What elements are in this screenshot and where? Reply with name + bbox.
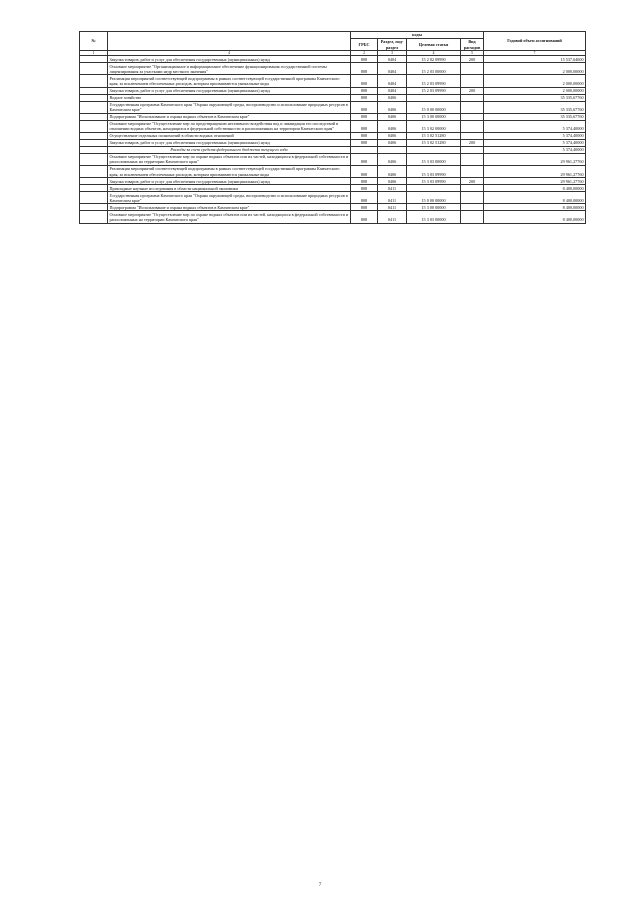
table-row bbox=[80, 153, 586, 165]
row-number bbox=[80, 146, 108, 153]
row-section: 0411 bbox=[378, 192, 407, 204]
row-grbs: 808 bbox=[351, 132, 378, 139]
row-target bbox=[407, 146, 461, 153]
row-expense-type bbox=[461, 94, 484, 101]
row-target: 15 2 03 00000 bbox=[407, 63, 461, 75]
row-amount: 2 000,00000 bbox=[484, 75, 586, 87]
row-name: Закупка товаров, работ и услуг для обеспечения государственных (муниципальных) нужд bbox=[108, 178, 351, 185]
row-expense-type bbox=[461, 166, 484, 178]
table-row bbox=[80, 185, 586, 192]
col-number: 3 bbox=[378, 51, 407, 56]
row-section: 0406 bbox=[378, 153, 407, 165]
row-expense-type: 200 bbox=[461, 139, 484, 146]
row-number bbox=[80, 63, 108, 75]
row-section: 0406 bbox=[378, 166, 407, 178]
row-number bbox=[80, 56, 108, 63]
row-grbs: 808 bbox=[351, 192, 378, 204]
table-row bbox=[80, 211, 586, 223]
row-target: 15 3 03 00000 bbox=[407, 153, 461, 165]
table-row bbox=[80, 192, 586, 204]
table-row bbox=[80, 94, 586, 101]
header-number: № bbox=[80, 32, 108, 51]
row-number bbox=[80, 178, 108, 185]
table-row bbox=[80, 101, 586, 113]
row-grbs: 808 bbox=[351, 139, 378, 146]
page-number: 7 bbox=[318, 883, 322, 888]
row-name: Закупка товаров, работ и услуг для обеспечения государственных (муниципальных) нужд bbox=[108, 56, 351, 63]
table-row bbox=[80, 120, 586, 132]
row-amount: 5 374,40000 bbox=[484, 146, 586, 153]
row-amount: 35 335,67760 bbox=[484, 113, 586, 120]
row-expense-type bbox=[461, 185, 484, 192]
table-row bbox=[80, 166, 586, 178]
row-target: 15 2 03 09990 bbox=[407, 75, 461, 87]
row-number bbox=[80, 94, 108, 101]
row-number bbox=[80, 204, 108, 211]
row-grbs: 808 bbox=[351, 178, 378, 185]
row-grbs: 808 bbox=[351, 101, 378, 113]
row-grbs: 808 bbox=[351, 75, 378, 87]
row-section: 0404 bbox=[378, 63, 407, 75]
col-number: 2 bbox=[351, 51, 378, 56]
row-grbs: 808 bbox=[351, 63, 378, 75]
row-name: Государственная программа Камчатского края "Охрана окружающей среды, воспроизводство и использование природных ресурсов в Камчатском крае" bbox=[108, 101, 351, 113]
table-row bbox=[80, 132, 586, 139]
row-number bbox=[80, 192, 108, 204]
header-expense-type: Вид расходов bbox=[461, 38, 484, 50]
header-target: Целевая статья bbox=[407, 38, 461, 50]
row-number bbox=[80, 166, 108, 178]
row-number bbox=[80, 113, 108, 120]
row-expense-type bbox=[461, 120, 484, 132]
header-grbs: ГРБС bbox=[351, 38, 378, 50]
row-name: Основное мероприятие "Осуществление мер по предотвращению негативного воздействия вод и ликвидации его последствий в отношении водных объектов, находящихся в федеральной собственности и расположенных на территории Камчатского края" bbox=[108, 120, 351, 132]
row-grbs: 808 bbox=[351, 94, 378, 101]
header-name bbox=[108, 32, 351, 51]
row-target: 15 3 03 09990 bbox=[407, 166, 461, 178]
table-row bbox=[80, 75, 586, 87]
row-target: 15 3 02 00000 bbox=[407, 120, 461, 132]
col-number: 4 bbox=[108, 51, 351, 56]
col-number: 7 bbox=[484, 51, 586, 56]
row-amount: 35 335,67760 bbox=[484, 101, 586, 113]
row-name: Государственная программа Камчатского края "Охрана окружающей среды, воспроизводство и использование природных ресурсов в Камчатском крае" bbox=[108, 192, 351, 204]
row-section: 0406 bbox=[378, 113, 407, 120]
row-expense-type bbox=[461, 204, 484, 211]
row-expense-type bbox=[461, 63, 484, 75]
row-number bbox=[80, 185, 108, 192]
row-section: 0404 bbox=[378, 87, 407, 94]
row-name: Водное хозяйство bbox=[108, 94, 351, 101]
col-number: 1 bbox=[80, 51, 108, 56]
row-target: 15 3 00 00000 bbox=[407, 113, 461, 120]
row-amount: 2 000,00000 bbox=[484, 87, 586, 94]
row-expense-type bbox=[461, 113, 484, 120]
row-number bbox=[80, 101, 108, 113]
row-number bbox=[80, 139, 108, 146]
row-number bbox=[80, 87, 108, 94]
row-grbs: 808 bbox=[351, 87, 378, 94]
row-name: Подпрограмма "Использование и охрана водных объектов в Камчатском крае" bbox=[108, 113, 351, 120]
table-row bbox=[80, 178, 586, 185]
row-target bbox=[407, 185, 461, 192]
row-target: 15 0 00 00000 bbox=[407, 192, 461, 204]
row-target bbox=[407, 94, 461, 101]
row-amount: 8 400,00000 bbox=[484, 204, 586, 211]
row-grbs: 808 bbox=[351, 211, 378, 223]
table-row bbox=[80, 87, 586, 94]
row-section bbox=[378, 146, 407, 153]
row-name: Основное мероприятие "Организационное и информационное обеспечение функционирования государственной системы лицензирования за участками недр местного значения" bbox=[108, 63, 351, 75]
row-section: 0406 bbox=[378, 94, 407, 101]
row-grbs bbox=[351, 146, 378, 153]
row-amount: 8 400,00000 bbox=[484, 185, 586, 192]
row-section: 0404 bbox=[378, 56, 407, 63]
row-section: 0411 bbox=[378, 211, 407, 223]
row-expense-type bbox=[461, 211, 484, 223]
row-number bbox=[80, 75, 108, 87]
row-section: 0406 bbox=[378, 139, 407, 146]
table-row bbox=[80, 113, 586, 120]
row-amount: 5 374,40000 bbox=[484, 139, 586, 146]
row-amount: 29 961,27760 bbox=[484, 178, 586, 185]
row-name: Прикладные научные исследования в области национальной экономики bbox=[108, 185, 351, 192]
row-amount: 5 374,40000 bbox=[484, 132, 586, 139]
row-amount: 8 400,00000 bbox=[484, 211, 586, 223]
col-number: 5 bbox=[461, 51, 484, 56]
row-name: Закупка товаров, работ и услуг для обеспечения государственных (муниципальных) нужд bbox=[108, 87, 351, 94]
table-row bbox=[80, 63, 586, 75]
row-name: Осуществление отдельных полномочий в области водных отношений bbox=[108, 132, 351, 139]
row-grbs: 808 bbox=[351, 166, 378, 178]
row-section: 0404 bbox=[378, 75, 407, 87]
row-grbs: 808 bbox=[351, 120, 378, 132]
row-expense-type: 200 bbox=[461, 178, 484, 185]
row-target: 15 3 03 00000 bbox=[407, 211, 461, 223]
row-name: Основное мероприятие "Осуществление мер по охране водных объектов или их частей, находящихся в федеральной собственности и расположенных на территории Камчатского края" bbox=[108, 153, 351, 165]
document-page bbox=[79, 31, 585, 224]
row-section: 0406 bbox=[378, 178, 407, 185]
row-target: 15 3 02 51280 bbox=[407, 139, 461, 146]
table-row bbox=[80, 56, 586, 63]
col-number: 4 bbox=[407, 51, 461, 56]
row-number bbox=[80, 211, 108, 223]
row-grbs: 808 bbox=[351, 185, 378, 192]
row-amount: 8 400,00000 bbox=[484, 192, 586, 204]
row-target: 15 2 02 09990 bbox=[407, 56, 461, 63]
row-section: 0406 bbox=[378, 132, 407, 139]
budget-table bbox=[79, 31, 586, 224]
row-expense-type bbox=[461, 153, 484, 165]
row-expense-type bbox=[461, 75, 484, 87]
row-section: 0411 bbox=[378, 185, 407, 192]
row-section: 0411 bbox=[378, 204, 407, 211]
row-amount: 15 537,64600 bbox=[484, 56, 586, 63]
row-amount: 29 961,27760 bbox=[484, 166, 586, 178]
row-grbs: 808 bbox=[351, 113, 378, 120]
row-number bbox=[80, 120, 108, 132]
row-amount: 2 000,00000 bbox=[484, 63, 586, 75]
row-expense-type bbox=[461, 146, 484, 153]
header-section: Раздел, под-раздел bbox=[378, 38, 407, 50]
row-target: 15 0 00 00000 bbox=[407, 101, 461, 113]
row-name: Реализация мероприятий соответствующей подпрограммы в рамках соответствующей государственной программы Камчатского края, за исключением обеспеченных расходов, которым присваиваются уникальные коды bbox=[108, 75, 351, 87]
table-row bbox=[80, 204, 586, 211]
row-name: Реализация мероприятий соответствующей подпрограммы в рамках соответствующей государственной программы Камчатского края, за исключением обеспеченных расходов, которым присваиваются уникальные коды bbox=[108, 166, 351, 178]
row-amount: 35 335,67760 bbox=[484, 94, 586, 101]
table-row bbox=[80, 146, 586, 153]
header-codes: коды bbox=[351, 32, 484, 39]
row-amount: 29 961,27760 bbox=[484, 153, 586, 165]
row-section: 0406 bbox=[378, 101, 407, 113]
row-expense-type: 200 bbox=[461, 87, 484, 94]
row-name: Подпрограмма "Использование и охрана водных объектов в Камчатском крае" bbox=[108, 204, 351, 211]
row-number bbox=[80, 153, 108, 165]
header-volume: Годовой объем ассигнований bbox=[484, 32, 586, 51]
row-target: 15 3 00 00000 bbox=[407, 204, 461, 211]
row-grbs: 808 bbox=[351, 56, 378, 63]
row-expense-type: 200 bbox=[461, 56, 484, 63]
row-target: 15 3 02 51280 bbox=[407, 132, 461, 139]
row-expense-type bbox=[461, 101, 484, 113]
row-target: 15 2 03 09990 bbox=[407, 87, 461, 94]
row-grbs: 808 bbox=[351, 153, 378, 165]
row-name: Расходы за счет средств федерального бюджета текущего года bbox=[108, 146, 351, 153]
row-name: Закупка товаров, работ и услуг для обеспечения государственных (муниципальных) нужд bbox=[108, 139, 351, 146]
row-amount: 5 374,40000 bbox=[484, 120, 586, 132]
row-number bbox=[80, 132, 108, 139]
row-name: Основное мероприятие "Осуществление мер по охране водных объектов или их частей, находящихся в федеральной собственности и расположенных на территории Камчатского края" bbox=[108, 211, 351, 223]
row-section: 0406 bbox=[378, 120, 407, 132]
row-expense-type bbox=[461, 192, 484, 204]
row-target: 15 3 03 09990 bbox=[407, 178, 461, 185]
row-expense-type bbox=[461, 132, 484, 139]
row-grbs: 808 bbox=[351, 204, 378, 211]
table-row bbox=[80, 139, 586, 146]
